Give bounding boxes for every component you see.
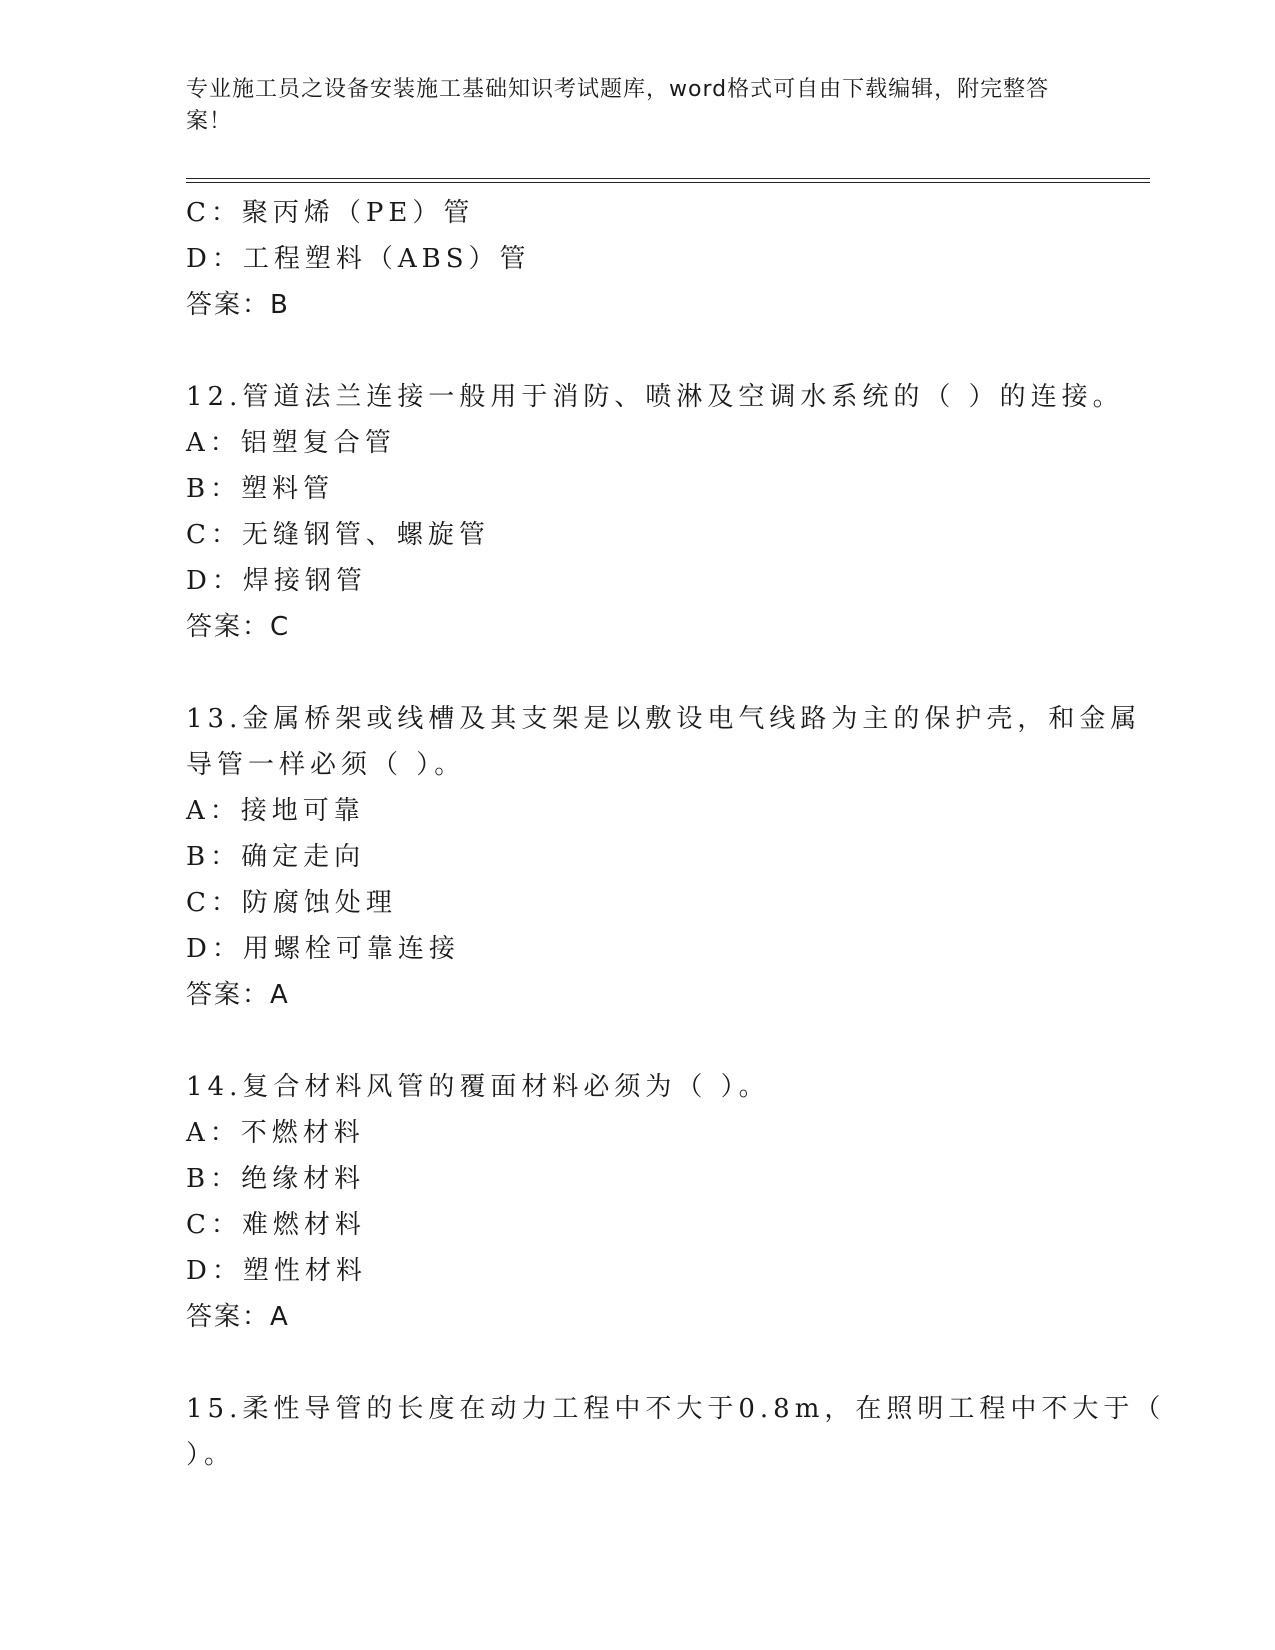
option-c-q12: C：无缝钢管、螺旋管 [186,520,490,550]
page-header: 专业施工员之设备安装施工基础知识考试题库，word格式可自由下载编辑，附完整答案！ [186,77,1050,134]
option-c-q14: C：难燃材料 [186,1210,366,1240]
header-divider-top [186,178,1150,179]
question-14: 14.复合材料风管的覆面材料必须为（ ）。 [186,1072,770,1102]
header-divider-bottom [186,182,1150,183]
question-15-line-1: 15.柔性导管的长度在动力工程中不大于0.8m，在照明工程中不大于（ [186,1394,1166,1424]
option-c-q11: C：聚丙烯（PE）管 [186,198,475,228]
option-b-q13: B：确定走向 [186,842,366,872]
option-a-q12: A：铝塑复合管 [186,428,396,458]
option-d-q14: D：塑性材料 [186,1256,367,1286]
option-b-q12: B：塑料管 [186,474,335,504]
answer-q11: 答案：B [186,290,290,320]
question-12: 12.管道法兰连接一般用于消防、喷淋及空调水系统的（ ）的连接。 [186,382,1124,412]
option-d-q13: D：用螺栓可靠连接 [186,934,460,964]
option-c-q13: C：防腐蚀处理 [186,888,397,918]
answer-q13: 答案：A [186,980,290,1010]
question-15-line-2: ）。 [186,1440,236,1470]
option-b-q14: B：绝缘材料 [186,1164,366,1194]
option-a-q14: A：不燃材料 [186,1118,365,1148]
answer-q12: 答案：C [186,612,291,642]
question-13-line-1: 13.金属桥架或线槽及其支架是以敷设电气线路为主的保护壳，和金属 [186,704,1142,734]
option-a-q13: A：接地可靠 [186,796,365,826]
option-d-q12: D：焊接钢管 [186,566,367,596]
question-13-line-2: 导管一样必须（ ）。 [186,750,466,780]
answer-q14: 答案：A [186,1302,290,1332]
option-d-q11: D：工程塑料（ABS）管 [186,244,531,274]
